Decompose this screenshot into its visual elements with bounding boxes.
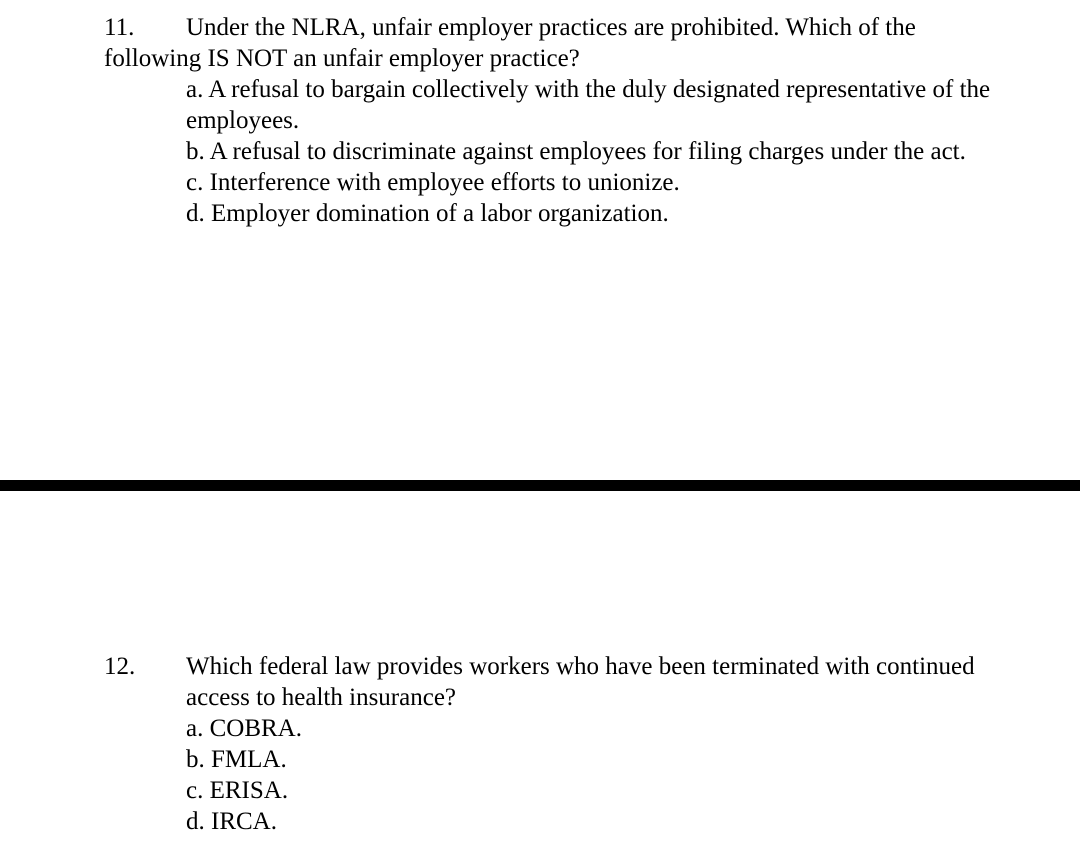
question-stem-line-2: access to health insurance?: [186, 684, 457, 711]
option-c: c. Interference with employee efforts to unionize.: [186, 169, 680, 196]
section-divider: [0, 480, 1080, 491]
question-number: 11.: [104, 14, 135, 41]
option-a-line-1: a. A refusal to bargain collectively with the duly designated representative of the: [186, 76, 991, 103]
option-c: c. ERISA.: [186, 777, 289, 804]
option-b: b. FMLA.: [186, 746, 287, 773]
question-stem-line-1: Under the NLRA, unfair employer practices are prohibited. Which of the: [186, 14, 916, 41]
option-b: b. A refusal to discriminate against employees for filing charges under the act.: [186, 138, 966, 165]
option-a: a. COBRA.: [186, 715, 302, 742]
question-stem-line-1: Which federal law provides workers who have been terminated with continued: [186, 653, 975, 680]
question-stem-line-2: following IS NOT an unfair employer practice?: [104, 45, 580, 72]
option-d: d. Employer domination of a labor organization.: [186, 200, 669, 227]
option-d: d. IRCA.: [186, 808, 277, 835]
question-number: 12.: [104, 653, 136, 680]
option-a-line-2: employees.: [186, 107, 300, 134]
